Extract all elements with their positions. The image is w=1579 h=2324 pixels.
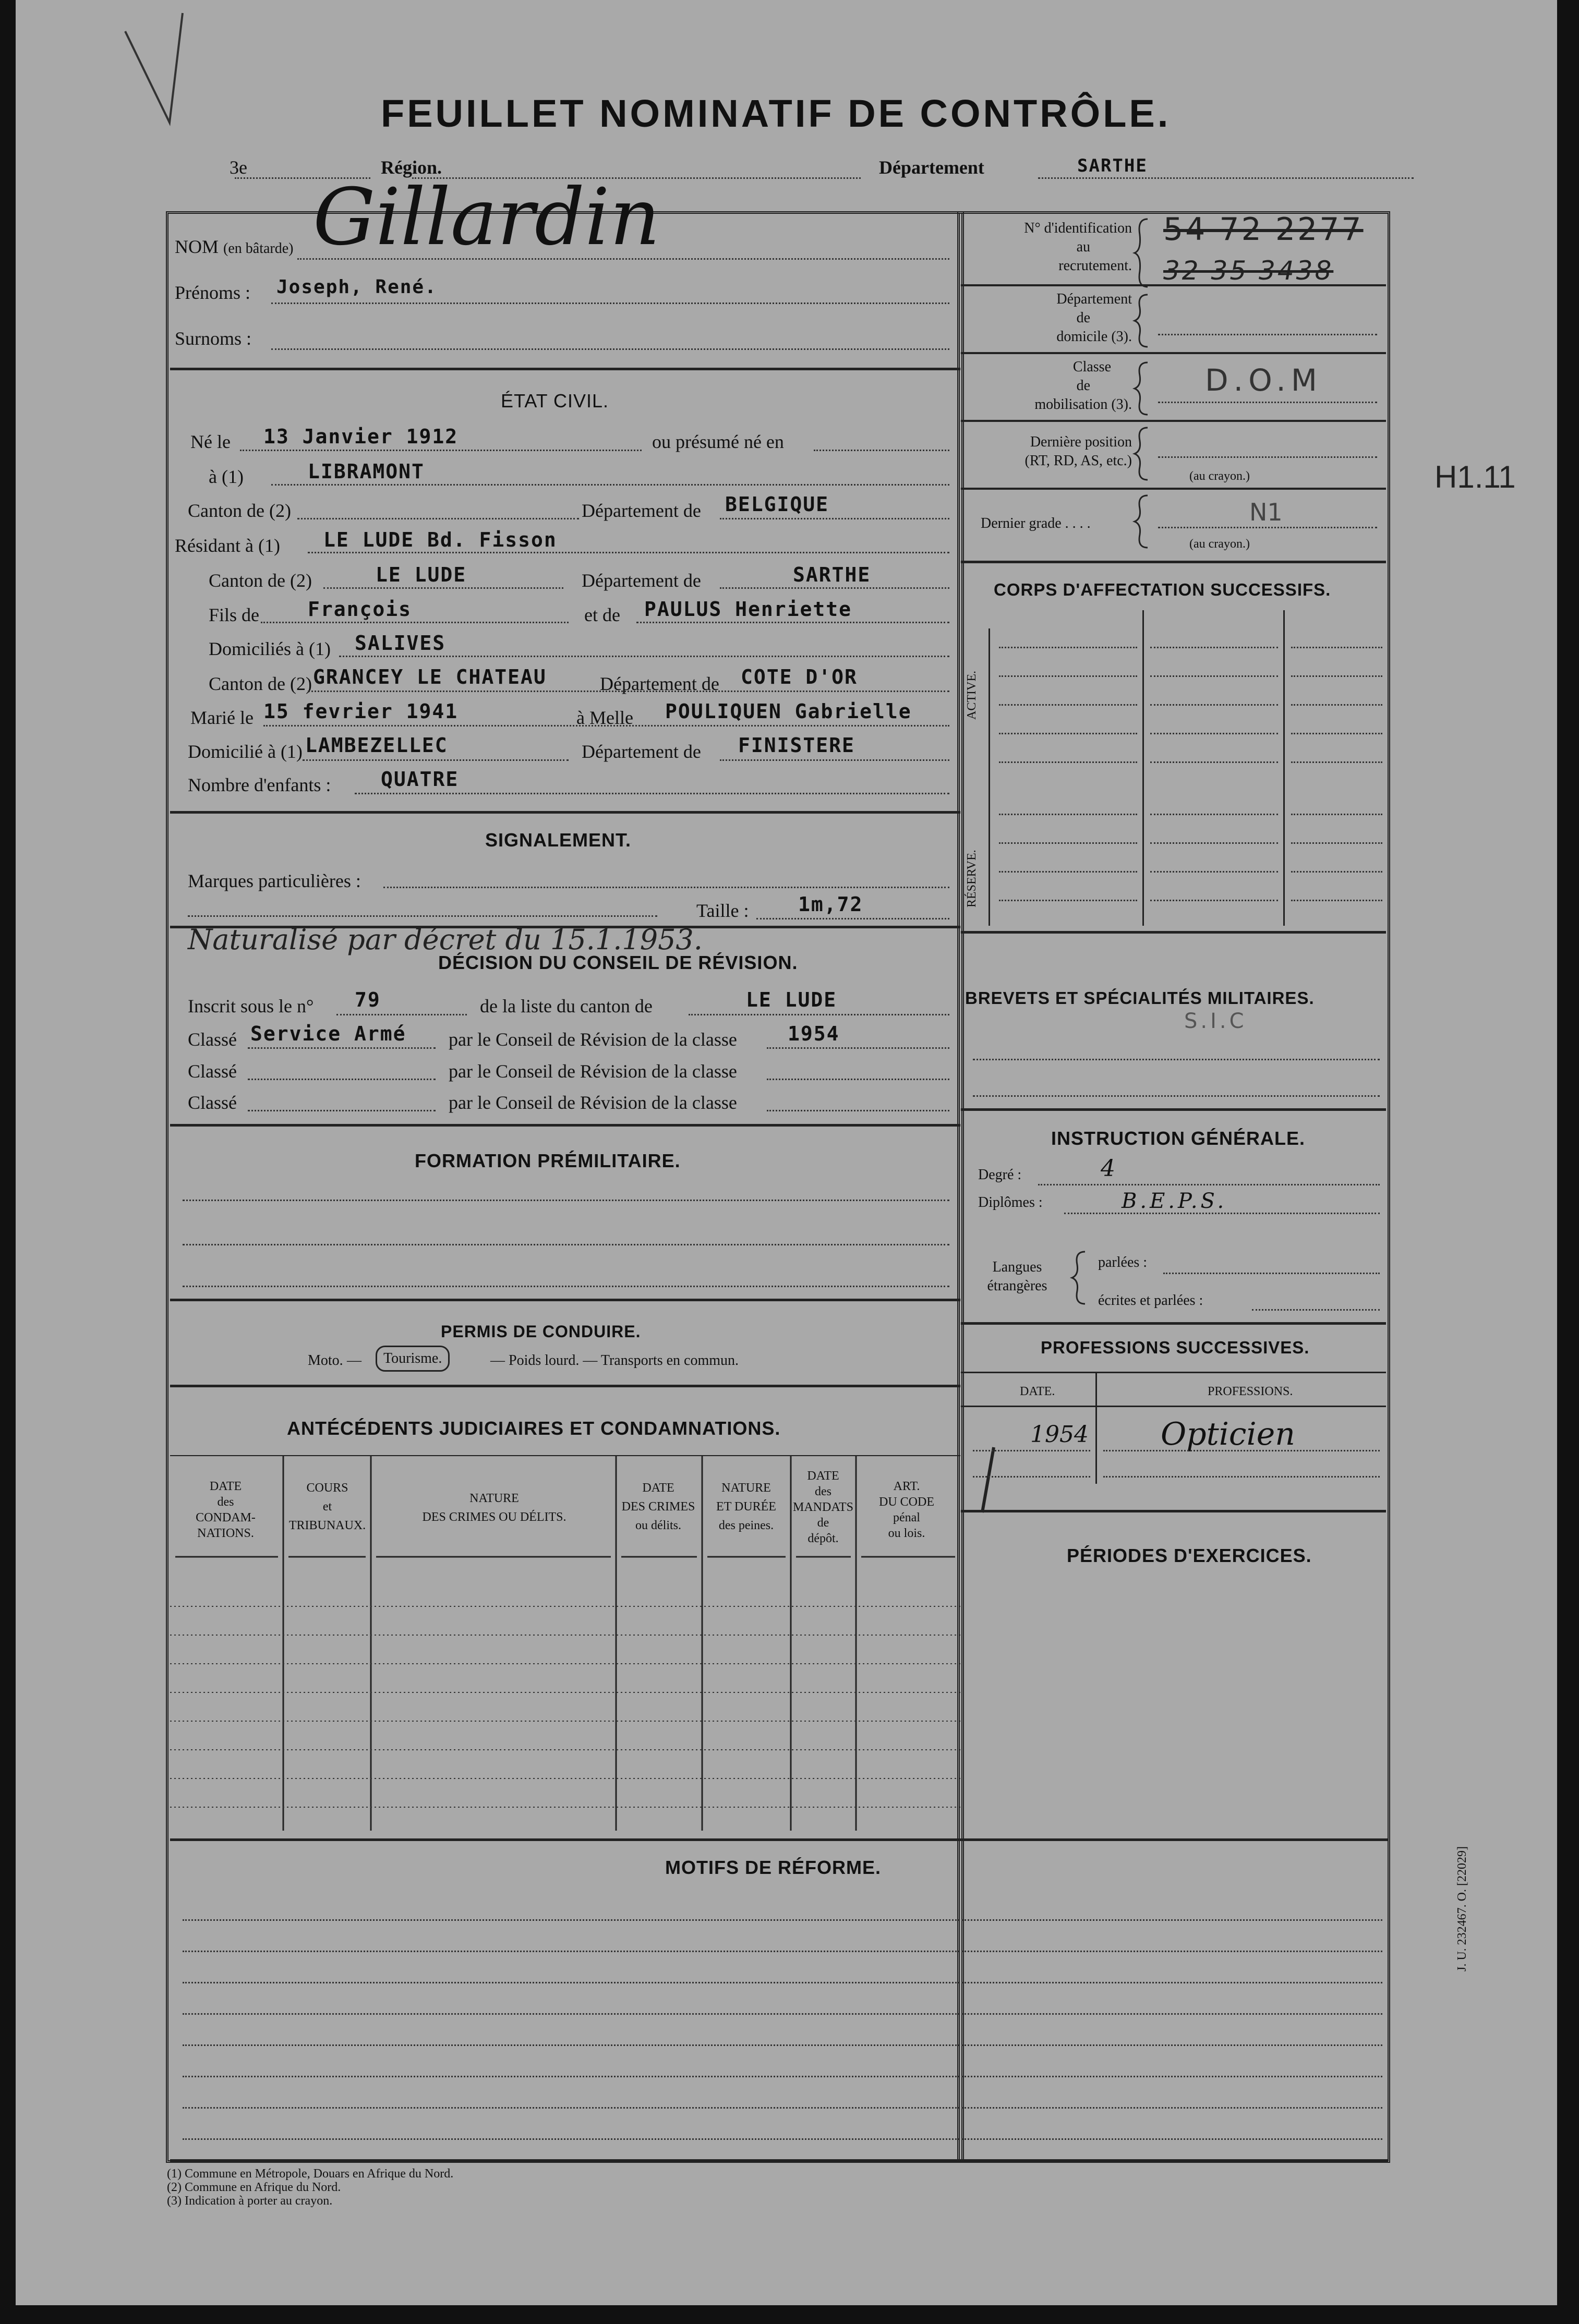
residant-label: Résidant à (1) [175,535,280,556]
col-date-condamnations: DATE des CONDAM- NATIONS. [196,1480,256,1540]
crayon-note-2: (au crayon.) [1189,537,1250,551]
domicilie-label: Domicilié à (1) [188,741,303,762]
reforme-heading: MOTIFS DE RÉFORME. [665,1857,881,1878]
nom-value: Gillardin [313,172,660,263]
prenoms-value: Joseph, René. [276,276,437,298]
departement-value: SARTHE [1077,155,1148,176]
formation-heading: FORMATION PRÉMILITAIRE. [415,1150,681,1171]
ne-le-label: Né le [190,431,231,452]
inscrit-label: Inscrit sous le n° [188,996,314,1016]
margin-annotation: H1.11 [1435,459,1516,494]
col-nature-peines: NATURE ET DURÉE des peines. [716,1481,776,1532]
dept2-label: Département de [582,570,701,591]
printer-mark: J. U. 232467. O. [22029] [1455,1846,1469,1971]
dept4-value: FINISTERE [738,734,855,757]
dept-value: BELGIQUE [725,493,829,516]
col-date-crimes: DATE DES CRIMES ou délits. [621,1481,695,1532]
conseil2-label: par le Conseil de Révision de la classe [449,1061,737,1082]
inscrit-value: 79 [355,988,381,1011]
revision-heading: DÉCISION DU CONSEIL DE RÉVISION. [438,952,798,973]
dept3-value: COTE D'OR [741,665,858,688]
enfants-value: QUATRE [381,768,459,791]
classe-mobilisation-label: Classe de mobilisation (3). [1034,359,1132,413]
prenoms-label: Prénoms : [175,282,251,303]
corps-heading: CORPS D'AFFECTATION SUCCESSIFS. [994,580,1331,599]
periodes-heading: PÉRIODES D'EXERCICES. [1067,1545,1312,1566]
taille-label: Taille : [696,900,749,921]
classe-value: Service Armé [250,1022,406,1045]
dept4-label: Département de [582,741,701,762]
lieu-naissance-value: LIBRAMONT [308,460,425,483]
grade-value: N1 [1249,498,1283,526]
ident-value-struck: 54 72 2277 [1163,211,1364,248]
marie-label: Marié le [190,707,254,728]
permis-tourisme-circled: Tourisme. [376,1346,450,1372]
profession-date: 1954 [1030,1421,1089,1448]
epouse-value: POULIQUEN Gabrielle [665,700,912,723]
brevets-value: S.I.C [1184,1009,1247,1033]
page-title: FEUILLET NOMINATIF DE CONTRÔLE. [381,92,1171,135]
col-cours-tribunaux: COURS et TRIBUNAUX. [288,1481,366,1532]
nom-label: NOM (en bâtarde) [175,236,294,257]
active-label: ACTIVE. [965,671,979,720]
date-col-header: DATE. [1020,1385,1055,1398]
taille-value: 1m,72 [798,893,863,916]
right-form-box [957,211,1390,2163]
presume-label: ou présumé né en [652,431,784,452]
classe2-label: Classé [188,1061,237,1082]
classe-label: Classé [188,1029,237,1050]
signalement-heading: SIGNALEMENT. [485,829,632,851]
domicilies-value: SALIVES [355,632,446,655]
surnoms-label: Surnoms : [175,328,252,349]
epouse-label: à Melle [576,707,633,728]
mere-label: et de [584,604,620,625]
permis-heading: PERMIS DE CONDUIRE. [441,1322,641,1341]
marie-value: 15 fevrier 1941 [263,700,459,723]
profession-col-header: PROFESSIONS. [1208,1385,1293,1398]
departement-label: Département [879,157,984,178]
brevets-heading: BREVETS ET SPÉCIALITÉS MILITAIRES. [965,988,1315,1008]
antecedents-heading: ANTÉCÉDENTS JUDICIAIRES ET CONDAMNATIONS. [287,1418,781,1439]
conseil-label: par le Conseil de Révision de la classe [449,1029,737,1050]
canton3-value: GRANCEY LE CHATEAU [313,665,547,688]
footnotes: (1) Commune en Métropole, Douars en Afrique du Nord. (2) Commune en Afrique du Nord. (3) Indication à porter au crayon. [167,2167,454,2208]
degre-value: 4 [1101,1155,1115,1182]
check-mark-icon [120,10,193,130]
liste-label: de la liste du canton de [480,996,653,1016]
domicile-label: Département de domicile (3). [1056,291,1132,345]
dept2-value: SARTHE [793,563,871,586]
reserve-label: RÉSERVE. [965,850,979,907]
canton-label: Canton de (2) [188,500,291,521]
enfants-label: Nombre d'enfants : [188,774,331,795]
dept-label: Département de [582,500,701,521]
classe3-label: Classé [188,1092,237,1113]
classe-mobilisation-value: D.O.M [1205,362,1322,398]
ident-label: N° d'identification au recrutement. [1024,220,1132,274]
domicilies-label: Domiciliés à (1) [209,638,331,659]
canton2-value: LE LUDE [376,563,467,586]
fils-value: François [308,598,412,621]
crayon-note-1: (au crayon.) [1189,469,1250,483]
col-article-code: ART. DU CODE pénal ou lois. [879,1480,934,1540]
ecrites-label: écrites et parlées : [1098,1292,1203,1309]
instruction-heading: INSTRUCTION GÉNÉRALE. [1051,1128,1306,1149]
domicilie-value: LAMBEZELLEC [305,734,448,757]
classe-annee: 1954 [788,1022,840,1045]
permis-poids: — Poids lourd. — Transports en commun. [490,1352,739,1369]
parlees-label: parlées : [1098,1254,1148,1270]
marques-label: Marques particulières : [188,870,361,891]
professions-heading: PROFESSIONS SUCCESSIVES. [1041,1338,1310,1357]
residant-value: LE LUDE Bd. Fisson [323,528,557,551]
mere-value: PAULUS Henriette [644,598,852,621]
diplomes-label: Diplômes : [978,1194,1043,1211]
col-nature-crimes: NATURE DES CRIMES OU DÉLITS. [422,1492,566,1524]
canton-revision-value: LE LUDE [746,988,837,1011]
control-sheet: FEUILLET NOMINATIF DE CONTRÔLE. 3e Région. Département SARTHE H1.11 NOM (en bâtarde) Gillardin Prénoms : Joseph, René. Surnoms : ÉTAT CIVIL. Né le 13 Janvier 1912 ou présumé né en à (1) LIBRAMONT Canton de (2) Département de BELGIQUE Résidant à (1) LE LUDE Bd. Fisson Canton de (2) LE LUDE Département de SARTHE Fils de François et de PAULUS Henriette Domiciliés à (1) SALIVES Canton de (2) GRANCEY LE CHATEAU Département de COTE D'OR Marié le 15 fevrier 1941 à Melle POULIQUEN Gabrielle Domicilié à (1) LAMBEZELLEC Département de FINISTERE Nombre d'enfants : QUATRE SIGNALEMENT. Marques particulières : Taille : 1m,72 Naturalisé par décret du 15.1.1953. DÉCISION DU CONSEIL DE RÉVISION. Inscrit sous le n° 79 de la liste du canton de LE LUDE Classé Service Armé par le Conseil de Révision de la classe 1954 Classé par le Conseil de Révision de la classe Classé par le Conseil de Révision de la classe FORMATION PRÉMILITAIRE. PERMIS DE CONDUIRE. Moto. — Tourisme. — Poids lourd. — Transports en commun. ANTÉCÉDENTS JUDICIAIRES ET CONDAMNATIONS. DATE des CONDAM- NATIONS. COURS et TRIBUNAUX. NATURE DES CRIMES OU DÉLITS. DATE DES CRIMES ou délits. NATURE ET DURÉE des peines. DATE des MANDATS de dépôt. ART. DU CODE pénal ou lois. MOTIFS DE RÉFORME. N° d'identification au recrutement. 54 72 2277 32 35 3438 Département de domicile (3). Classe de mobilisation (3). D.O.M Dernière position (RT, RD, AS, etc.) (au crayon.) Dernier grade . . . . N1 (au crayon.) CORPS D'AFFECTATION SUCCESSIFS. ACTIVE. RÉSERVE. BREVETS ET SPÉCIALITÉS MILITAIRES. S.I.C INSTRUCTION GÉNÉRALE. Degré : 4 Diplômes : B.E.P.S. Langues étrangères parlées : écrites et parlées : PROFESSIONS SUCCESSIVES. DATE. PROFESSIONS. 1954 Opticien PÉRIODES D'EXERCICES. J. U. 232467. O. [22029] (1) Commune en Métropole, Douars en Afrique du Nord. (2) Commune en Afrique du Nord. (3) Indication à porter au crayon. [16,0,1557,2305]
dept3-label: Département de [600,673,719,694]
canton2-label: Canton de (2) [209,570,312,591]
grade-label: Dernier grade . . . . [981,515,1091,531]
canton3-label: Canton de (2) [209,673,312,694]
col-date-mandats: DATE des MANDATS de dépôt. [792,1469,853,1545]
ne-le-value: 13 Janvier 1912 [263,425,459,448]
lieu-naissance-label: à (1) [209,466,244,487]
ident-value-current: 32 35 3438 [1163,256,1334,286]
brace-icon [1132,216,1153,289]
diplomes-value: B.E.P.S. [1122,1189,1227,1213]
fils-label: Fils de [209,604,260,625]
pencil-stroke-icon [978,1445,999,1518]
etat-civil-heading: ÉTAT CIVIL. [501,390,609,411]
position-label: Dernière position (RT, RD, AS, etc.) [1024,434,1132,469]
region-number: 3e [230,157,247,178]
langues-label: Langues étrangères [987,1259,1047,1294]
conseil3-label: par le Conseil de Révision de la classe [449,1092,737,1113]
profession-value: Opticien [1161,1416,1295,1452]
degre-label: Degré : [978,1167,1022,1183]
permis-moto: Moto. [308,1352,343,1369]
naturalisation-note: Naturalisé par décret du 15.1.1953. [188,923,703,956]
region-label: Région. [381,157,442,178]
